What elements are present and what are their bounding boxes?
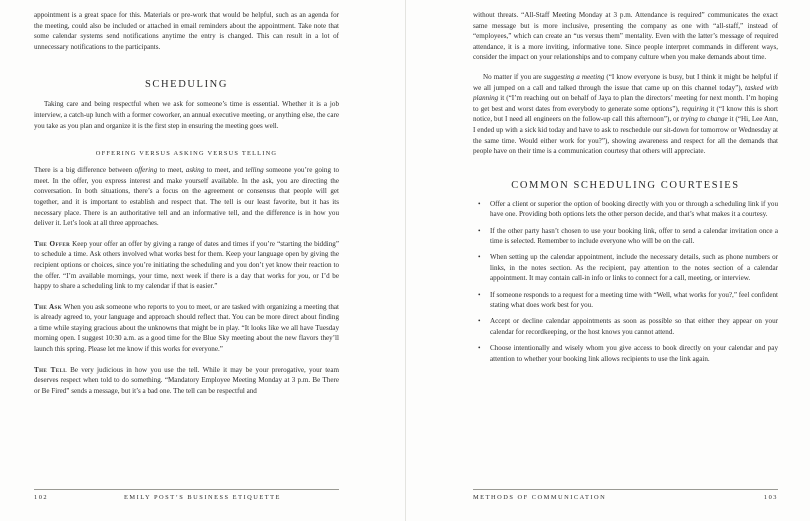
ask-label: The Ask bbox=[34, 302, 63, 311]
tell-label: The Tell bbox=[34, 365, 67, 374]
left-running-title: EMILY POST’S BUSINESS ETIQUETTE bbox=[124, 494, 281, 501]
list-item: • Accept or decline calendar appointments as soon as possible so that either they appear on your calendar for recordkeeping, or the host knows you cannot attend. bbox=[487, 316, 778, 337]
right-running-title: METHODS OF COMMUNICATION bbox=[473, 494, 607, 501]
list-item: • Offer a client or superior the option of booking directly with you or through a scheduling link if you have one. Providing both options lets the other person decide, and that’s what makes it a courtesy. bbox=[487, 199, 778, 220]
right-footer-rule bbox=[473, 489, 778, 490]
tell-paragraph: The Tell Be very judicious in how you use the tell. While it may be your prerogative, your team deserves respect when told to do something. “Mandatory Employee Meeting Monday at 3 p.m. Be There or Be Fired” sends a message, but it’s a bad one. The tell can be respectful and bbox=[34, 365, 339, 395]
left-page-number: 102 bbox=[34, 494, 49, 501]
continue-paragraph: without threats. “All-Staff Meeting Monday at 3 p.m. Attendance is required” communicates the exact same message but is more inclusive, presenting the company as one with “all-staff,” instead of “employees,” which can create an “us versus them” mentality. Even with the latter’s message of required attendance, it is a more inviting, informative tone. Since people interpret commands in different ways, consider the impact on your relationships and to company culture when you make demands about time. bbox=[473, 11, 778, 62]
ask-paragraph: The Ask When you ask someone who reports to you to meet, or are tasked with organizing a meeting that is already agreed to, your language and approach should reflect that. You can be more direct about finding a time while staying gracious about the unknowns that might be in play. “It looks like we all have Tuesday morning open. I suggest 10:30 a.m. as a good time for the Blue Sky meeting about the new flavors they’ll launch this spring. Please let me know if this works for everyone.” bbox=[34, 302, 339, 354]
offering-asking-telling-subheading: OFFERING VERSUS ASKING VERSUS TELLING bbox=[95, 150, 278, 158]
right-page-content bbox=[473, 10, 778, 370]
left-page-content bbox=[34, 10, 339, 396]
courtesies-list bbox=[473, 199, 778, 364]
scheduling-paragraph: Taking care and being respectful when we ask for someone’s time is essential. Whether it is a job interview, a catch-up lunch with a former coworker, an annual executive meeting, or anything else, the care you take as you plan and organize it is the first step in ensuring the meeting goes well. bbox=[34, 100, 339, 130]
intro-paragraph: appointment is a great space for this. Materials or pre-work that would be helpful, such as an agenda for the meeting, could also be included or attached in email reminders about the appointment. Take note that some calendar systems send notifications anytime the entry is changed. This can result in a lot of unnecessary notifications to the participants. bbox=[34, 11, 339, 51]
list-item: • Choose intentionally and wisely whom you give access to book directly on your calendar and pay attention to whether your booking link allows recipients to use the link again. bbox=[487, 343, 778, 364]
scheduling-heading: SCHEDULING bbox=[144, 79, 229, 91]
left-footer-rule bbox=[34, 489, 339, 490]
courtesies-heading: COMMON SCHEDULING COURTESIES bbox=[511, 179, 740, 191]
list-item: • When setting up the calendar appointment, include the necessary details, such as phone numbers or links, in the notes section. As the recipient, pay attention to the notes section of a calendar appointment. It may contain call-in info or links to connect for a call, meeting, or interview. bbox=[487, 252, 778, 283]
suggest-paragraph: No matter if you are suggesting a meeting (“I know everyone is busy, but I think it might be helpful if we all jumped on a call and talked through the issue that came up on this channel today”), tasked with planning it (“I’m reaching out on behalf of Jaya to plan the directors’ meeting for next month. I’m hoping to get best and worst dates from everybody to generate some options”), requiring it (“I know this is short notice, but I need all engineers on the follow-up call this afternoon”), or trying to change it (“Hi, Lee Ann, I ended up with a sick kid today and have to ask to reschedule our sit-down for tomorrow or Wednesday at the same time. Would either work for you?”), showing awareness and respect for all the demands that people have on their time is a communication courtesy that others will appreciate. bbox=[473, 72, 778, 156]
offer-label: The Offer bbox=[34, 239, 71, 248]
list-item: • If the other party hasn’t chosen to use your booking link, offer to send a calendar invitation once a time is selected. Remember to include everyone who will be on the call. bbox=[487, 226, 778, 247]
right-page-number: 103 bbox=[763, 494, 778, 501]
list-item: • If someone responds to a request for a meeting time with “Well, what works for you?,” feel confident stating what does work best for you. bbox=[487, 290, 778, 311]
offer-paragraph: The Offer Keep your offer an offer by giving a range of dates and times if you’re “starting the bidding” to schedule a time. Ask others involved what works best for them. Keep your language open by giving the recipient options or choices, since you’re initiating the scheduling and you don’t yet know their reaction to the offer. “I’m available mornings, your time, next week if there is a day that works for you, or I’d be happy to share a scheduling link to my calendar if that is easier.” bbox=[34, 239, 339, 291]
ways-paragraph: There is a big difference between offering to meet, asking to meet, and telling someone you’re going to meet. In the offer, you express interest and make yourself available. In the ask, you are directing the conversation. In both situations, there’s a focus on the agreement or consensus that people will get together, and it is important to establish and respect that. The tell is our least favorite, but it has its necessary place. There is an authoritative tell and an informative tell, and the difference is in how you deliver it. Let’s look at all three approaches. bbox=[34, 166, 339, 228]
